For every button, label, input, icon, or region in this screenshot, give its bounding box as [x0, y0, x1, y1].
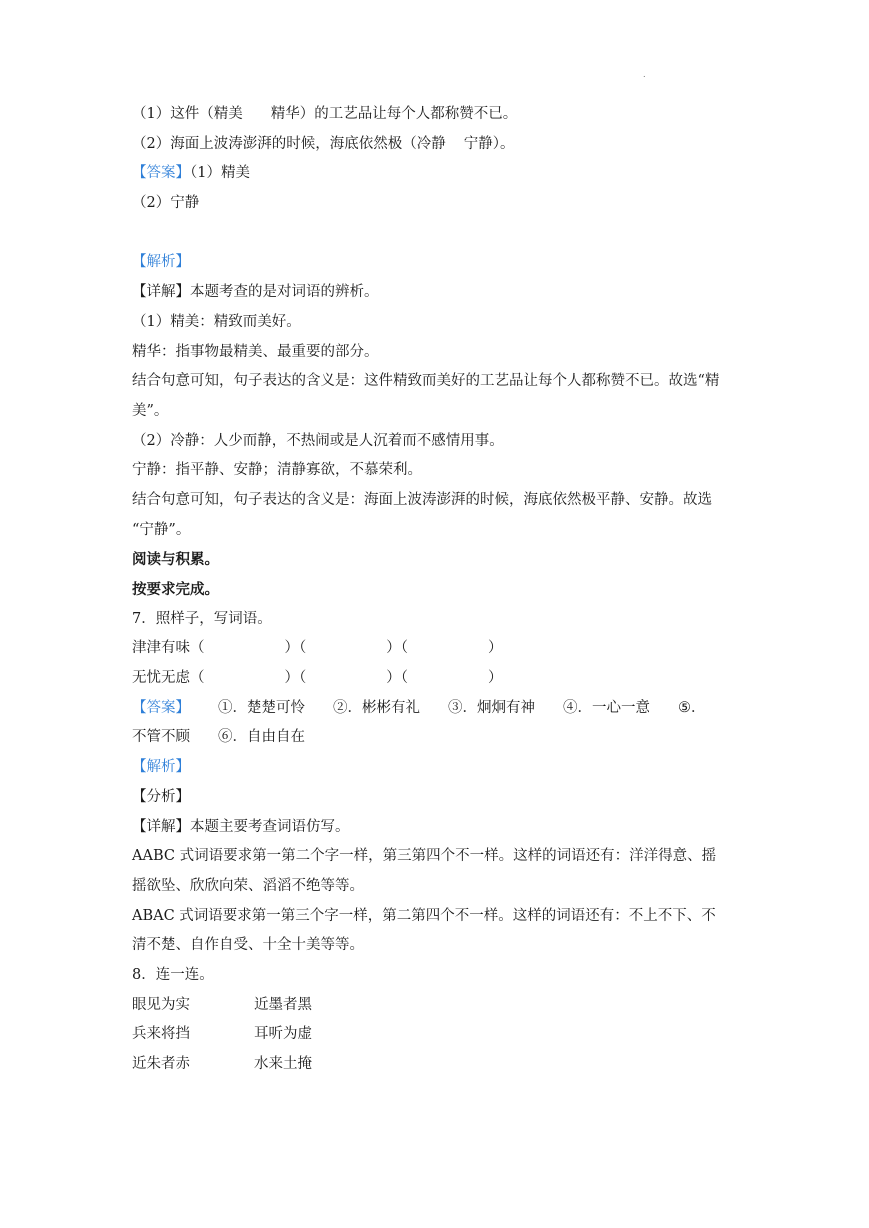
q7-answer-line-2: 不管不顾 ⑥．自由自在 — [132, 729, 305, 746]
q8-title: 8．连一连。 — [132, 966, 214, 983]
q8-left-1: 眼见为实 — [132, 996, 190, 1013]
q7-detail: 【详解】本题主要考查词语仿写。 — [132, 818, 350, 835]
q7-row-1: 津津有味（ ）（ ）（ ） — [132, 640, 503, 657]
q6-explain-4: （2）冷静：人少而静，不热闹或是人沉着而不感情用事。 — [132, 432, 504, 449]
analysis-tag: 【解析】 — [132, 254, 190, 271]
q7-para-2b: 清不楚、自作自受、十全十美等等。 — [132, 937, 364, 954]
q8-right-2: 耳听为虚 — [254, 1026, 312, 1043]
q8-right-3: 水来土掩 — [254, 1056, 312, 1072]
q7-answer-line-1: 【答案】 ①．楚楚可怜 ②．彬彬有礼 ③．炯炯有神 ④．一心一意 ⑤． — [132, 699, 706, 716]
page-marker: . — [643, 70, 646, 79]
q8-row-3 — [132, 1050, 742, 1080]
analysis-tag: 【解析】 — [132, 759, 190, 776]
q7-title: 7．照样子，写词语。 — [132, 610, 272, 627]
q8-left-2: 兵来将挡 — [132, 1026, 190, 1043]
q6-detail: 【详解】本题考查的是对词语的辨析。 — [132, 284, 379, 301]
answer-tag: 【答案】 — [132, 165, 190, 182]
q7-para-1b: 摇欲坠、欣欣向荣、滔滔不绝等等。 — [132, 877, 364, 894]
q6-explain-2: 精华：指事物最精美、最重要的部分。 — [132, 343, 379, 360]
q6-explain-6b: “宁静”。 — [132, 521, 191, 538]
q7-fenxi: 【分析】 — [132, 788, 190, 805]
q6-explain-1: （1）精美：精致而美好。 — [132, 313, 301, 330]
document-content — [132, 100, 742, 1080]
q8-row-2 — [132, 1020, 742, 1050]
q8-right-1: 近墨者黑 — [254, 996, 312, 1013]
q7-para-1a: AABC 式词语要求第一第二个字一样，第三第四个不一样。这样的词语还有：洋洋得意、摇 — [132, 848, 717, 865]
q6-answer-1: 【答案】（1）精美 — [132, 165, 250, 182]
q8-row-1 — [132, 991, 742, 1021]
q6-answer-2: （2）宁静 — [132, 195, 200, 212]
section-heading-reading: 阅读与积累。 — [132, 551, 219, 569]
q7-para-2a: ABAC 式词语要求第一第三个字一样，第二第四个不一样。这样的词语还有：不上不下、不 — [132, 907, 716, 924]
section-heading-task: 按要求完成。 — [132, 581, 219, 598]
q6-item-1: （1）这件（精美 精华）的工艺品让每个人都称赞不已。 — [132, 106, 518, 122]
q6-explain-5: 宁静：指平静、安静；清静寡欲，不慕荣利。 — [132, 462, 422, 479]
q6-explain-3b: 美”。 — [132, 402, 169, 419]
q7-row-2: 无忧无虑（ ）（ ）（ ） — [132, 670, 503, 687]
q6-explain-3a: 结合句意可知，句子表达的含义是：这件精致而美好的工艺品让每个人都称赞不已。故选“精 — [132, 373, 720, 390]
answer-tag: 【答案】 — [132, 699, 190, 716]
q6-item-2: （2）海面上波涛澎湃的时候，海底依然极（冷静 宁静）。 — [132, 135, 515, 152]
q6-explain-6a: 结合句意可知，句子表达的含义是：海面上波涛澎湃的时候，海底依然极平静、安静。故选 — [132, 491, 712, 508]
q8-left-3: 近朱者赤 — [132, 1056, 190, 1072]
